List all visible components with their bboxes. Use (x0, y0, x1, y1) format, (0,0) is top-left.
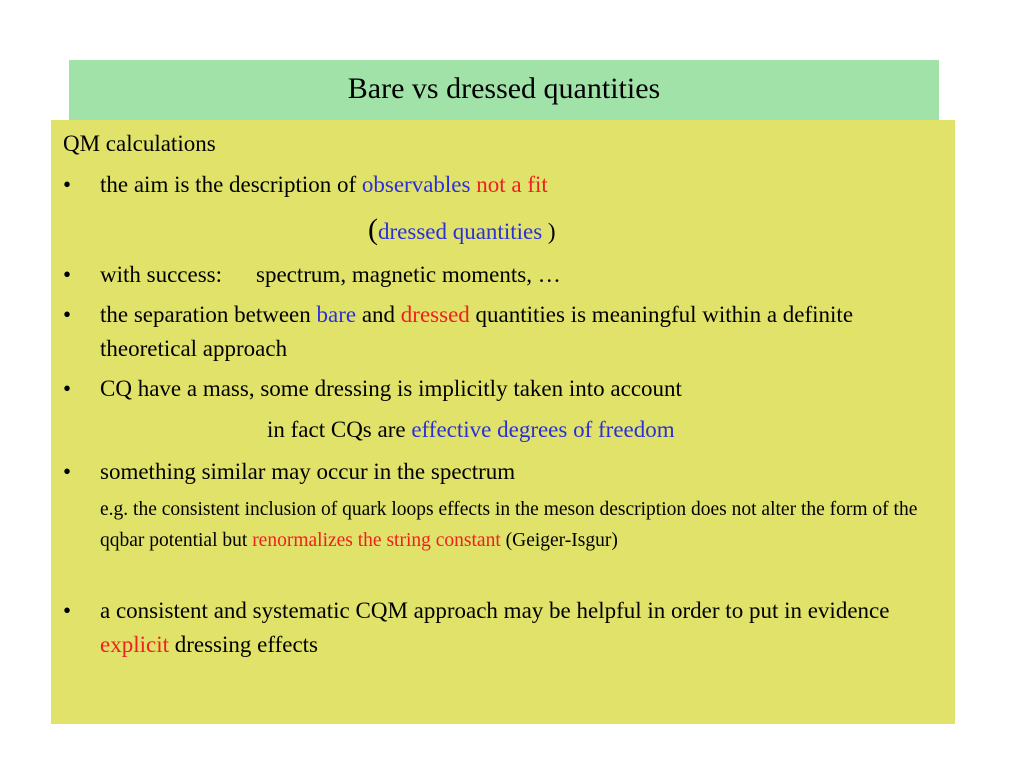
bullet-text: with success: spectrum, magnetic moments, … (100, 262, 561, 287)
highlight-dressed: dressed (400, 302, 470, 327)
slide-title: Bare vs dressed quantities (347, 72, 661, 105)
bullet-text: a consistent and systematic CQM approach may be helpful in order to put in evidence explicit dressing effects (100, 598, 890, 657)
bullet-icon: • (63, 598, 72, 623)
bullet-text: the separation between bare and dressed quantities is meaningful within a definite theoretical approach (100, 302, 854, 361)
bullet-text: the aim is the description of observables not a fit (100, 172, 548, 197)
highlight-bare: bare (316, 302, 357, 327)
bullet-icon: • (63, 302, 72, 327)
bullet-text: something similar may occur in the spectrum (100, 459, 516, 484)
bullet-icon: • (63, 262, 72, 287)
highlight-observables: observables (361, 172, 471, 197)
example-note: e.g. the consistent inclusion of quark loops effects in the meson description does not alter the form of the qqbar potential but renormalizes the string constant (Geiger-Isgur) (100, 499, 918, 551)
bullet-icon: • (63, 172, 72, 197)
bullet-text: CQ have a mass, some dressing is implicitly taken into account (100, 376, 682, 401)
effective-dof-note: in fact CQs are effective degrees of freedom (267, 417, 675, 442)
section-heading: QM calculations (63, 131, 216, 156)
highlight-renormalizes: renormalizes the string constant (252, 530, 501, 551)
highlight-dressed-quantities: dressed quantities (378, 219, 543, 244)
highlight-effective-dof: effective degrees of freedom (411, 417, 675, 442)
bullet-icon: • (63, 376, 72, 401)
title-bar (69, 60, 939, 120)
dressed-quantities-note: (dressed quantities ) (368, 213, 556, 246)
content-box (51, 120, 955, 724)
highlight-explicit: explicit (100, 632, 169, 657)
highlight-not-a-fit: not a fit (470, 172, 548, 197)
bullet-icon: • (63, 459, 72, 484)
